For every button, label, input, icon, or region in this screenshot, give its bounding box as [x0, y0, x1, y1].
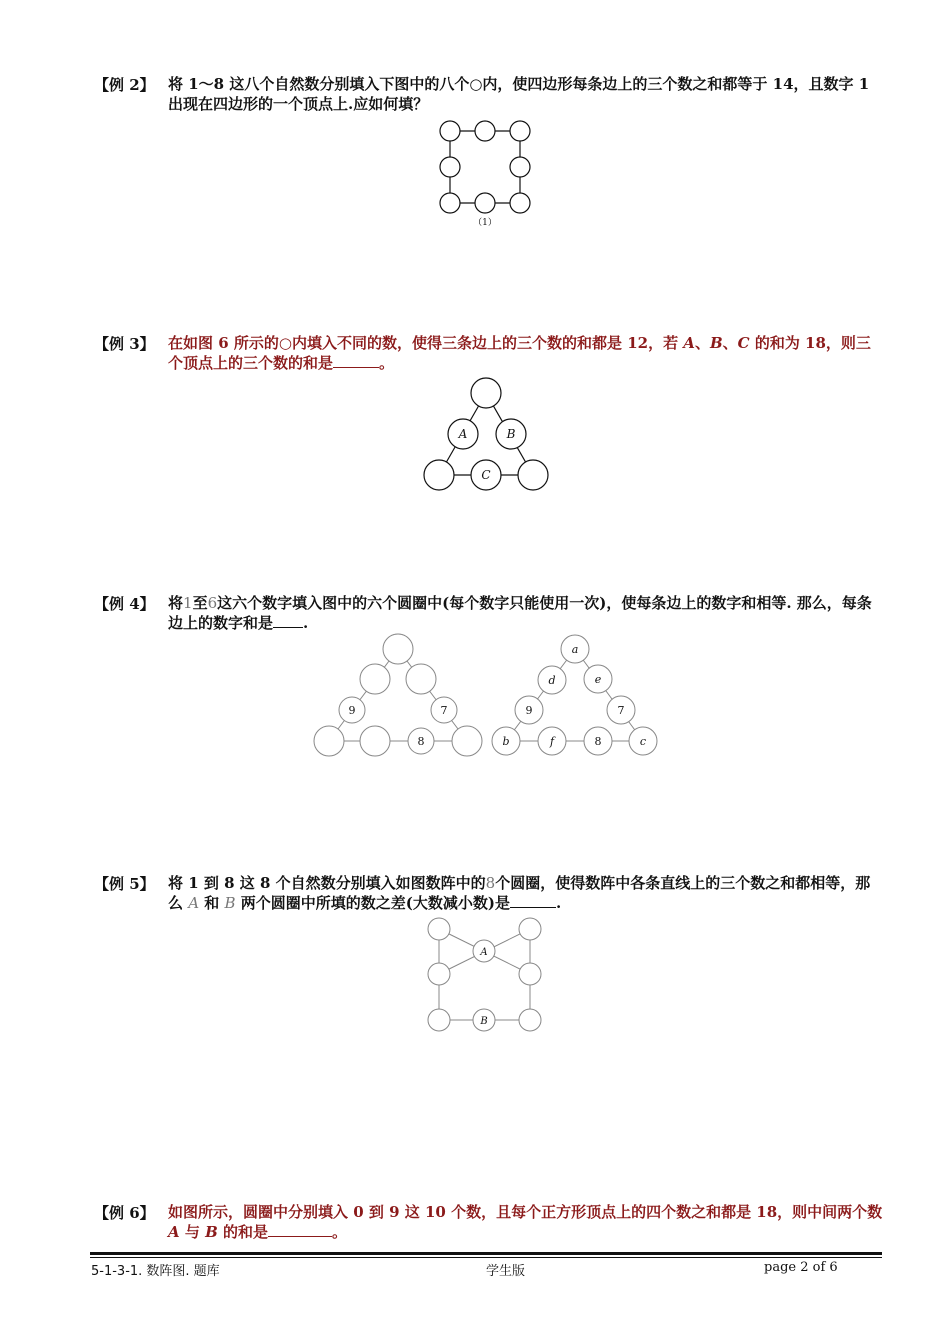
text-part: 至: [192, 594, 208, 612]
node-label: a: [571, 643, 579, 656]
text-part: 在如图 6 所示的○内填入不同的数，使得三条边上的三个数的和都是 12，若: [168, 334, 684, 352]
text-part: 与: [179, 1223, 206, 1241]
example-text: [168, 873, 884, 913]
circle-node: [424, 460, 454, 490]
matrix-diagram: [420, 915, 550, 1040]
node-label: C: [481, 468, 491, 482]
node-label: b: [502, 735, 510, 748]
node-label: e: [594, 673, 602, 686]
circle-node: [518, 460, 548, 490]
triangle-diagram-left: [310, 630, 490, 760]
footer-center: 学生版: [486, 1264, 526, 1279]
var-b: B: [709, 334, 723, 352]
node-label: 7: [440, 704, 448, 717]
node-label: B: [480, 1016, 488, 1027]
text-part: 将 1 到 8 这 8 个自然数分别填入如图数阵中的: [168, 874, 486, 892]
circle-node: [440, 193, 460, 213]
answer-blank: [333, 353, 379, 368]
example-label: 【例 4】: [94, 595, 155, 613]
var-a: A: [188, 894, 200, 912]
example-label: 【例 2】: [94, 76, 155, 94]
circle-node: [452, 726, 482, 756]
circle-node: [510, 121, 530, 141]
text-part: 的和是: [217, 1223, 269, 1241]
example-text: [168, 74, 884, 114]
var-a: A: [168, 1223, 180, 1241]
footer-divider-thin: [90, 1257, 882, 1258]
circle-node: [406, 664, 436, 694]
example-label: 【例 6】: [94, 1204, 155, 1222]
node-label: 9: [348, 704, 356, 717]
answer-blank: [268, 1222, 332, 1237]
var-c: C: [737, 334, 750, 352]
var-b: B: [224, 894, 236, 912]
text-part: 将: [168, 594, 184, 612]
circle-node: [519, 918, 541, 940]
circle-node: [475, 193, 495, 213]
circle-node: [428, 1009, 450, 1031]
text-part: .: [555, 894, 562, 912]
node-label: 7: [617, 704, 625, 717]
circle-node: [510, 193, 530, 213]
text-part: .: [303, 614, 309, 632]
circle-node: [440, 157, 460, 177]
circle-node: [471, 378, 501, 408]
node-label: c: [639, 735, 647, 748]
text-part: 的和为 18，则三个顶点上的三个数的和是: [168, 334, 871, 372]
example-text: [168, 1202, 884, 1242]
example-text-body: 将 1～8 这八个自然数分别填入下图中的八个○内，使四边形每条边上的三个数之和都等于 14，且数字 1 出现在四边形的一个顶点上.应如何填？: [168, 75, 870, 113]
footer-right: page 2 of 6: [764, 1260, 838, 1275]
node-label: 9: [525, 704, 533, 717]
number: 6: [207, 594, 218, 612]
node-label: f: [549, 735, 555, 748]
answer-blank: [510, 893, 556, 908]
triangle-diagram: [420, 375, 555, 495]
square-diagram: [430, 112, 550, 232]
figure-caption: （1）: [473, 218, 497, 228]
circle-node: [428, 963, 450, 985]
example-text: [168, 593, 884, 633]
var-b: B: [205, 1223, 218, 1241]
text-part: 。: [379, 354, 395, 372]
circle-node: [383, 634, 413, 664]
separator: 、: [694, 334, 710, 352]
separator: 、: [722, 334, 738, 352]
text-part: 这六个数字填入图中的六个圆圈中(每个数字只能使用一次)，使每条边上的数字和相等. 那么，每条边上的数字和是: [168, 594, 872, 632]
number: 1: [183, 594, 193, 612]
text-part: 和: [199, 894, 225, 912]
footer-divider-thick: [90, 1252, 882, 1255]
var-a: A: [683, 334, 695, 352]
node-label: d: [548, 674, 556, 687]
node-label: 8: [594, 735, 602, 748]
circle-node: [360, 664, 390, 694]
circle-node: [440, 121, 460, 141]
circle-node: [519, 963, 541, 985]
circle-node: [360, 726, 390, 756]
example-label: 【例 3】: [94, 335, 155, 353]
example-label: 【例 5】: [94, 875, 155, 893]
footer-left: 5-1-3-1. 数阵图. 题库: [91, 1264, 220, 1279]
circle-node: [475, 121, 495, 141]
answer-blank: [273, 613, 303, 628]
example-text: [168, 333, 884, 373]
node-label: A: [458, 427, 468, 441]
text-part: 如图所示，圆圈中分别填入 0 到 9 这 10 个数，且每个正方形顶点上的四个数之和都是 18，则中间两个数: [168, 1203, 883, 1221]
number: 8: [485, 874, 496, 892]
circle-node: [314, 726, 344, 756]
circle-node: [428, 918, 450, 940]
text-part: 个圆圈，使得数阵中各条直线上的三个数之和都相等，那么: [168, 874, 871, 912]
circle-node: [519, 1009, 541, 1031]
circle-node: [510, 157, 530, 177]
node-label: 8: [417, 735, 425, 748]
triangle-diagram-right: [488, 630, 663, 760]
node-label: B: [506, 427, 516, 441]
text-part: 。: [332, 1223, 348, 1241]
node-label: A: [480, 947, 488, 958]
text-part: 两个圆圈中所填的数之差(大数减小数)是: [235, 894, 510, 912]
